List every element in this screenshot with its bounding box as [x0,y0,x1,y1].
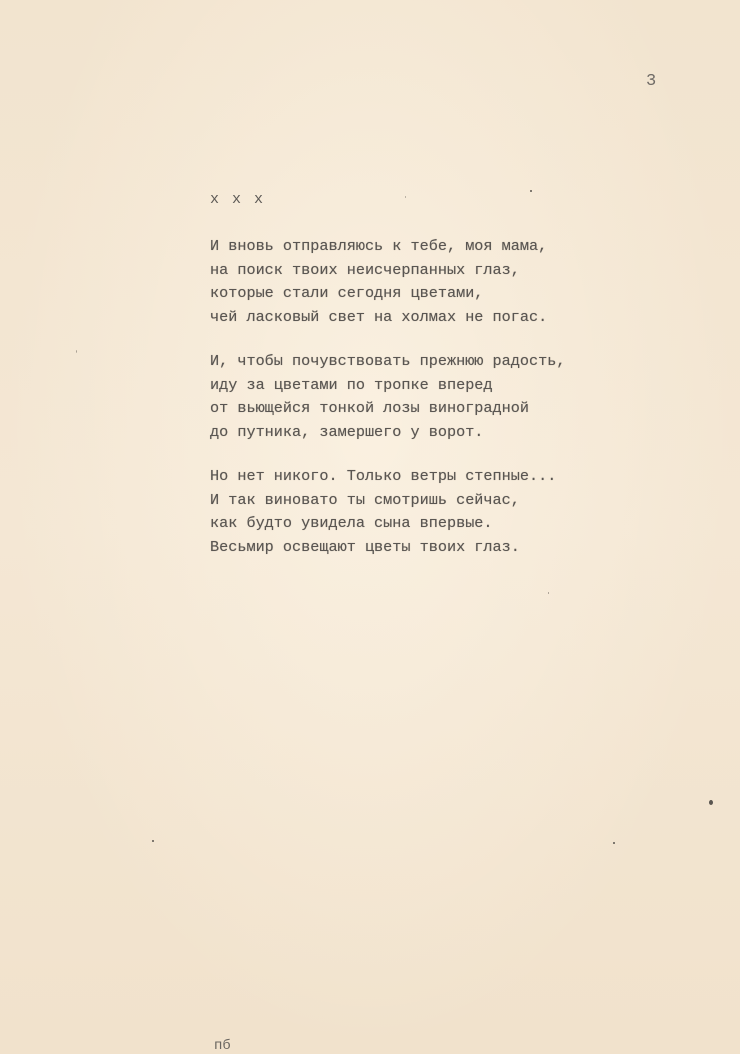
poem-line: чей ласковый свет на холмах не погас. [210,307,548,326]
paper-speck [405,196,406,198]
poem-line: И, чтобы почувствовать прежнюю радость, [210,352,566,370]
stanza-2 [210,350,710,444]
poem-line: И вновь отправляюсь к тебе, моя мама, [210,237,548,255]
poem-line: до путника, замершего у ворот. [210,422,484,441]
footer-mark: пб [214,1038,231,1054]
poem-line: И так виновато ты смотришь сейчас, [210,490,520,509]
poem-line: на поиск твоих неисчерпанных глаз, [210,260,520,279]
paper-speck [548,592,549,594]
stanza-3 [210,465,710,559]
poem [210,190,710,580]
paper-speck [613,842,615,844]
poem-separator: x x x [210,191,266,208]
paper-speck [152,840,154,842]
paper-speck [709,800,713,805]
paper-speck [76,350,77,353]
paper-speck [530,190,532,192]
poem-line: Весьмир освещают цветы твоих глаз. [210,537,520,556]
poem-line: как будто увидела сына впервые. [210,514,493,532]
page-number: 3 [646,72,657,91]
poem-line: которые стали сегодня цветами, [210,284,484,302]
stanza-1 [210,235,710,329]
poem-line: от вьющейся тонкой лозы виноградной [210,399,529,417]
poem-line: Но нет никого. Только ветры степные... [210,467,557,485]
poem-line: иду за цветами по тропке вперед [210,375,493,394]
